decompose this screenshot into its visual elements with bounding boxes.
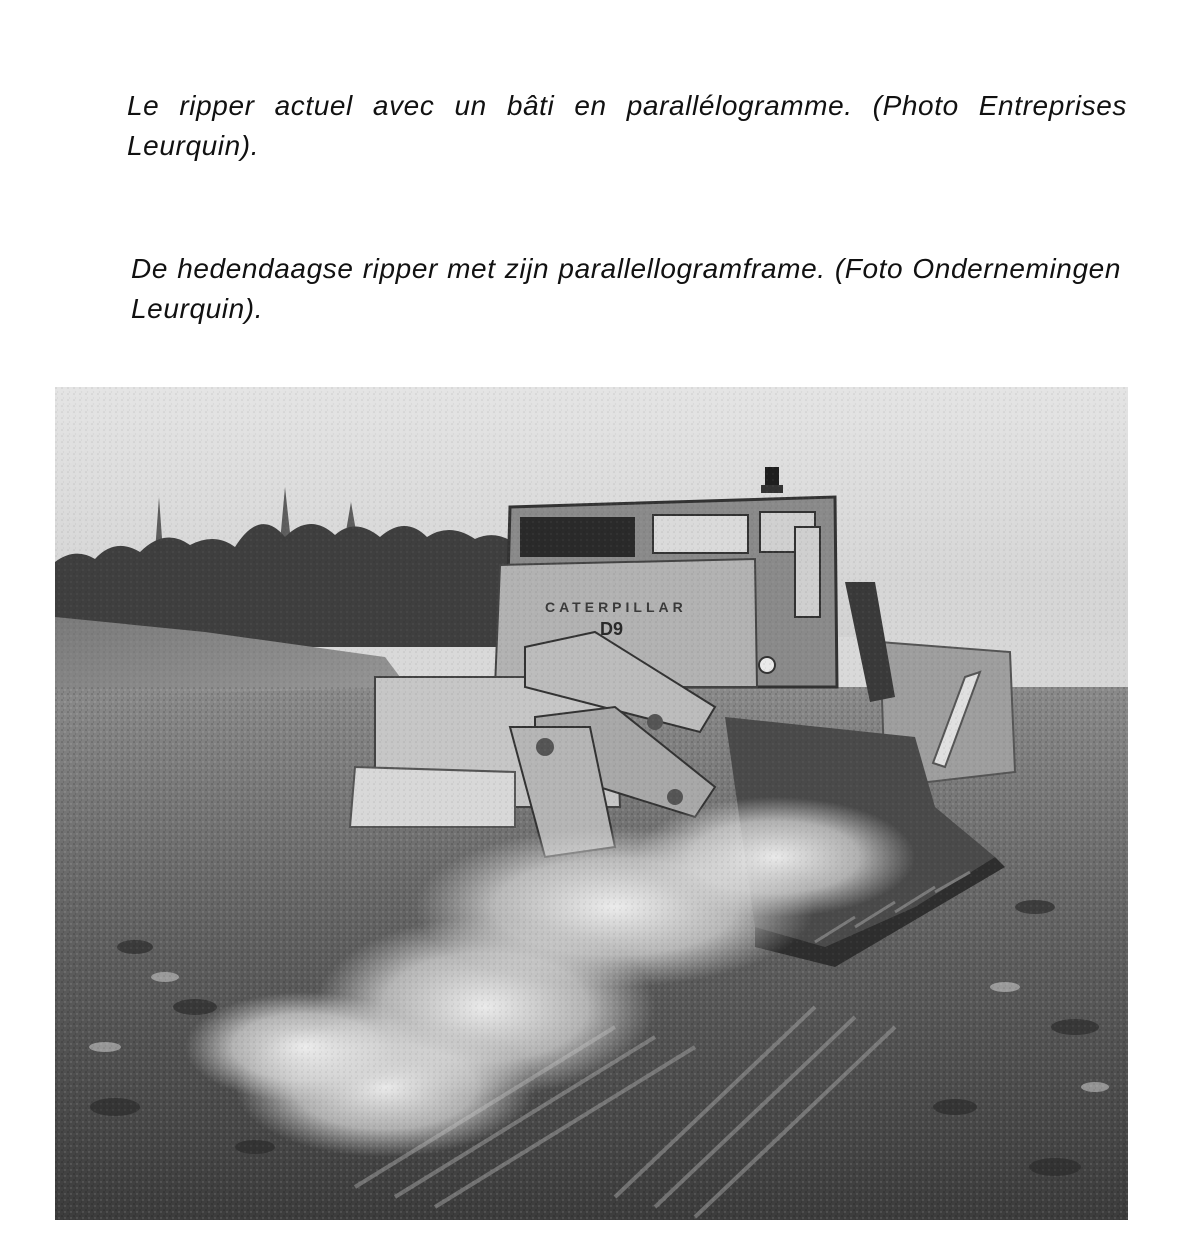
bulldozer-photo <box>55 387 1128 1220</box>
caption-dutch: De hedendaagse ripper met zijn parallellogramframe. (Foto Ondernemingen Leurquin). <box>131 253 1121 324</box>
caption-french: Le ripper actuel avec un bâti en parallélogramme. (Photo Entreprises Leurquin). <box>127 90 1127 161</box>
bulldozer-photo-drawing <box>55 387 1128 1220</box>
